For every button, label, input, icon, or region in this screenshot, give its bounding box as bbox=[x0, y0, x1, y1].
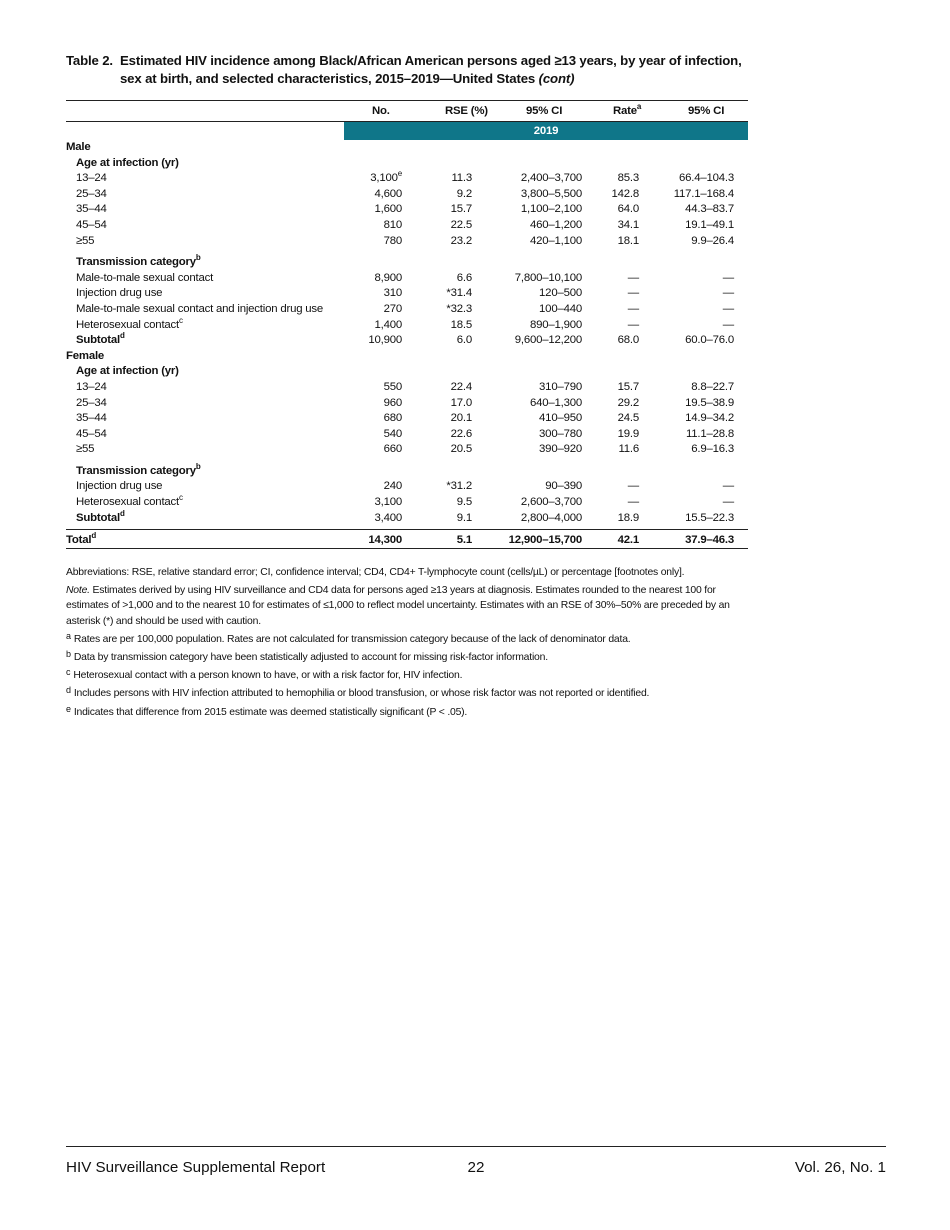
male-transmission-row-no: 310 bbox=[383, 287, 402, 300]
female-subtotal-row-no: 3,400 bbox=[374, 511, 402, 524]
male-age-heading-label: Age at infection (yr) bbox=[76, 156, 179, 169]
male-age-row-rse: 9.2 bbox=[456, 187, 472, 200]
volume-number: Vol. 26, No. 1 bbox=[794, 1159, 886, 1176]
male-age-row bbox=[66, 234, 748, 250]
female-age-heading-label: Age at infection (yr) bbox=[76, 365, 179, 378]
male-age-heading bbox=[66, 156, 748, 172]
male-age-row bbox=[66, 171, 748, 187]
male-age-row-rse: 22.5 bbox=[450, 218, 472, 231]
male-transmission-row bbox=[66, 286, 748, 302]
female-transmission-row-rate: — bbox=[627, 480, 639, 493]
table-body bbox=[66, 140, 748, 526]
male-age-row-ci: 420–1,100 bbox=[529, 234, 582, 247]
male-age-row-no: 3,100e bbox=[370, 169, 402, 185]
male-age-row-rate: 85.3 bbox=[617, 172, 639, 185]
footnote-list bbox=[66, 632, 746, 720]
male-transmission-row-no: 8,900 bbox=[374, 271, 402, 284]
female-transmission-row-rate-ci: — bbox=[722, 480, 734, 493]
female-age-row-no: 660 bbox=[383, 443, 402, 456]
female-age-row-rate: 24.5 bbox=[617, 412, 639, 425]
male-age-row-ci: 2,400–3,700 bbox=[520, 172, 582, 185]
male-transmission-row-label: Heterosexual contact$^c$ bbox=[76, 315, 183, 331]
female-age-row-rate-ci: 8.8–22.7 bbox=[691, 380, 734, 393]
female-age-row-rse: 20.5 bbox=[450, 443, 472, 456]
male-age-row-rate-ci: 117.1–168.4 bbox=[673, 187, 734, 200]
table-number: Table 2. bbox=[66, 53, 113, 68]
male-subtotal-row-rate: 68.0 bbox=[617, 334, 639, 347]
total-no: 14,300 bbox=[368, 534, 402, 547]
male-subtotal-row-no: 10,900 bbox=[368, 334, 402, 347]
footnote-c: c Heterosexual contact with a person known to have, or with a risk factor for, HIV infection. bbox=[66, 667, 463, 682]
female-age-row-label: ≥55 bbox=[76, 443, 95, 456]
table-bottom-rule bbox=[66, 548, 748, 549]
male-transmission-heading-label: Transmission category$^b$ bbox=[76, 253, 201, 269]
male-section-heading bbox=[66, 140, 748, 156]
female-age-row-rate: 29.2 bbox=[617, 396, 639, 409]
table-title-line2: sex at birth, and selected characteristics, 2015–2019—United States bbox=[120, 71, 536, 86]
total-ci: 12,900–15,700 bbox=[508, 534, 582, 547]
male-age-row-no: 4,600 bbox=[374, 187, 402, 200]
male-subtotal-row-label: Subtotal$^d$ bbox=[76, 331, 125, 347]
male-transmission-row-ci: 100–440 bbox=[539, 302, 582, 315]
data-table bbox=[66, 100, 748, 549]
table-title-cont: (cont) bbox=[538, 71, 575, 86]
female-age-row bbox=[66, 427, 748, 443]
footer-rule bbox=[66, 1146, 886, 1147]
male-transmission-heading bbox=[66, 255, 748, 271]
header-rate: Rate$^a$ bbox=[613, 102, 642, 117]
female-subtotal-row-rse: 9.1 bbox=[456, 511, 472, 524]
male-subtotal-row-rate-ci: 60.0–76.0 bbox=[685, 334, 734, 347]
male-age-row-rate-ci: 66.4–104.3 bbox=[678, 172, 734, 185]
female-subtotal-row-ci: 2,800–4,000 bbox=[520, 511, 582, 524]
female-age-row-label: 45–54 bbox=[76, 427, 107, 440]
male-transmission-row-label: Male-to-male sexual contact bbox=[76, 271, 214, 284]
table-title-line1: Estimated HIV incidence among Black/African American persons aged ≥13 years, by year of infection, bbox=[120, 53, 742, 68]
female-transmission-heading bbox=[66, 464, 748, 480]
female-age-row-label: 35–44 bbox=[76, 412, 107, 425]
female-transmission-row bbox=[66, 495, 748, 511]
male-age-row-rse: 15.7 bbox=[450, 203, 472, 216]
female-transmission-row bbox=[66, 479, 748, 495]
female-age-row-ci: 390–920 bbox=[539, 443, 582, 456]
footnote-d: d Includes persons with HIV infection attributed to hemophilia or blood transfusion, or whose risk factor was not reported or identified. bbox=[66, 685, 650, 700]
female-age-row-rate: 19.9 bbox=[617, 427, 639, 440]
male-age-row bbox=[66, 187, 748, 203]
male-age-row-rate-ci: 19.1–49.1 bbox=[685, 218, 734, 231]
male-transmission-row bbox=[66, 302, 748, 318]
female-age-row-rate-ci: 6.9–16.3 bbox=[691, 443, 734, 456]
male-age-row bbox=[66, 202, 748, 218]
table-header-row bbox=[66, 101, 748, 121]
female-subtotal-row-rate: 18.9 bbox=[617, 511, 639, 524]
male-age-row-rate-ci: 9.9–26.4 bbox=[691, 234, 734, 247]
year-banner: 2019 bbox=[344, 122, 748, 140]
male-age-row-rate: 142.8 bbox=[611, 187, 639, 200]
male-age-row-label: ≥55 bbox=[76, 234, 95, 247]
table-notes bbox=[66, 565, 746, 723]
male-transmission-row-rate-ci: — bbox=[722, 271, 734, 284]
female-age-row-ci: 310–790 bbox=[539, 380, 582, 393]
female-transmission-row-ci: 90–390 bbox=[545, 480, 582, 493]
male-transmission-row-rate-ci: — bbox=[722, 318, 734, 331]
male-transmission-row-rse: 18.5 bbox=[450, 318, 472, 331]
male-transmission-row-rse: *32.3 bbox=[446, 302, 472, 315]
male-transmission-row-rate: — bbox=[627, 318, 639, 331]
male-age-row-label: 35–44 bbox=[76, 203, 107, 216]
female-age-row bbox=[66, 442, 748, 458]
male-transmission-row-no: 270 bbox=[383, 302, 402, 315]
header-no: No. bbox=[372, 105, 390, 117]
female-age-heading bbox=[66, 364, 748, 380]
female-age-row-rate-ci: 19.5–38.9 bbox=[685, 396, 734, 409]
female-age-row-label: 25–34 bbox=[76, 396, 107, 409]
male-age-row-label: 45–54 bbox=[76, 218, 107, 231]
report-name: HIV Surveillance Supplemental Report bbox=[66, 1159, 326, 1176]
note-paragraph: Note. Estimates derived by using HIV surveillance and CD4 data for persons aged ≥13 years at diagnosis. Estimates rounded to the nearest 100 for estimates of >1,000 and to the nearest 10 for estimates of ≤1,000 to reflect model uncertainty. Estimates with an RSE of 30%–50% are preceded by an asterisk (*) and should be used with caution. bbox=[66, 585, 730, 627]
male-transmission-row-label: Injection drug use bbox=[76, 287, 163, 300]
female-age-row-rse: 20.1 bbox=[450, 412, 472, 425]
page-footer bbox=[66, 1159, 886, 1179]
footnote-b: b Data by transmission category have been statistically adjusted to account for missing risk-factor information. bbox=[66, 649, 548, 664]
male-age-row-ci: 460–1,200 bbox=[529, 218, 582, 231]
male-age-row-label: 13–24 bbox=[76, 172, 107, 185]
table-title bbox=[66, 52, 766, 88]
male-transmission-row-rate: — bbox=[627, 287, 639, 300]
header-ci: 95% CI bbox=[526, 105, 563, 117]
male-transmission-row-rate-ci: — bbox=[722, 302, 734, 315]
female-age-row-rse: 17.0 bbox=[450, 396, 472, 409]
total-label: Total$^d$ bbox=[66, 531, 97, 547]
female-transmission-row-no: 240 bbox=[383, 480, 402, 493]
female-transmission-row-rse: 9.5 bbox=[456, 496, 472, 509]
female-transmission-row-rate-ci: — bbox=[722, 496, 734, 509]
female-age-row-no: 540 bbox=[383, 427, 402, 440]
female-section-heading bbox=[66, 349, 748, 365]
footnote-e: e Indicates that difference from 2015 estimate was deemed statistically significant (P < .05). bbox=[66, 703, 468, 718]
total-row bbox=[66, 530, 748, 548]
female-age-row-ci: 640–1,300 bbox=[529, 396, 582, 409]
female-age-row-ci: 410–950 bbox=[539, 412, 582, 425]
male-age-row-label: 25–34 bbox=[76, 187, 107, 200]
female-age-row-ci: 300–780 bbox=[539, 427, 582, 440]
female-age-row bbox=[66, 380, 748, 396]
header-rse: RSE (%) bbox=[445, 105, 488, 117]
male-transmission-row-ci: 120–500 bbox=[539, 287, 582, 300]
male-age-row-ci: 3,800–5,500 bbox=[520, 187, 582, 200]
male-age-row-no: 780 bbox=[383, 234, 402, 247]
page-number: 22 bbox=[467, 1159, 485, 1176]
female-age-row-rate: 11.6 bbox=[618, 443, 639, 456]
male-age-row-rse: 11.3 bbox=[451, 172, 472, 185]
male-subtotal-row-ci: 9,600–12,200 bbox=[514, 334, 582, 347]
female-subtotal-row-rate-ci: 15.5–22.3 bbox=[685, 511, 734, 524]
male-age-row-no: 1,600 bbox=[374, 203, 402, 216]
male-age-row-rate: 18.1 bbox=[617, 234, 639, 247]
female-transmission-row-no: 3,100 bbox=[374, 496, 402, 509]
female-age-row bbox=[66, 396, 748, 412]
male-transmission-row-label: Male-to-male sexual contact and injection drug use bbox=[76, 302, 324, 315]
female-transmission-row-ci: 2,600–3,700 bbox=[520, 496, 582, 509]
male-age-row bbox=[66, 218, 748, 234]
abbreviations: Abbreviations: RSE, relative standard error; CI, confidence interval; CD4, CD4+ T-lymphocyte count (cells/µL) or percentage [footnotes only]. bbox=[66, 567, 685, 578]
female-age-row-rse: 22.4 bbox=[450, 380, 472, 393]
male-transmission-row bbox=[66, 271, 748, 287]
female-transmission-heading-label: Transmission category$^b$ bbox=[76, 462, 201, 477]
male-transmission-row-rate: — bbox=[627, 302, 639, 315]
male-age-row-ci: 1,100–2,100 bbox=[520, 203, 582, 216]
total-rate-ci: 37.9–46.3 bbox=[685, 534, 734, 547]
male-transmission-row-rse: 6.6 bbox=[456, 271, 472, 284]
female-age-row-rate-ci: 14.9–34.2 bbox=[685, 412, 734, 425]
female-transmission-row-rate: — bbox=[627, 496, 639, 509]
male-section-heading-label: Male bbox=[66, 141, 91, 153]
female-age-row-no: 680 bbox=[383, 412, 402, 425]
female-age-row-label: 13–24 bbox=[76, 380, 107, 393]
female-subtotal-row-label: Subtotal$^d$ bbox=[76, 508, 125, 524]
male-age-row-rate: 34.1 bbox=[617, 218, 639, 231]
footnote-a: a Rates are per 100,000 population. Rates are not calculated for transmission category because of the lack of denominator data. bbox=[66, 630, 631, 645]
female-transmission-row-label: Heterosexual contact$^c$ bbox=[76, 493, 183, 509]
header-rate-ci: 95% CI bbox=[688, 105, 725, 117]
female-subtotal-row bbox=[66, 508, 748, 527]
male-age-row-rse: 23.2 bbox=[450, 234, 472, 247]
female-age-row bbox=[66, 411, 748, 427]
total-rse: 5.1 bbox=[456, 534, 472, 547]
female-age-row-no: 960 bbox=[383, 396, 402, 409]
male-transmission-row-no: 1,400 bbox=[374, 318, 402, 331]
total-rate: 42.1 bbox=[617, 534, 639, 547]
male-transmission-row-rate: — bbox=[627, 271, 639, 284]
female-transmission-row-label: Injection drug use bbox=[76, 480, 163, 493]
male-subtotal-row bbox=[66, 333, 748, 349]
male-age-row-no: 810 bbox=[383, 218, 402, 231]
female-transmission-row-rse: *31.2 bbox=[446, 480, 472, 493]
male-age-row-rate: 64.0 bbox=[617, 203, 639, 216]
male-transmission-row-ci: 890–1,900 bbox=[529, 318, 582, 331]
male-transmission-row-ci: 7,800–10,100 bbox=[514, 271, 582, 284]
female-age-row-rate: 15.7 bbox=[617, 380, 639, 393]
male-transmission-row bbox=[66, 315, 748, 334]
male-transmission-row-rate-ci: — bbox=[722, 287, 734, 300]
female-age-row-rate-ci: 11.1–28.8 bbox=[685, 427, 734, 440]
female-section-heading-label: Female bbox=[66, 349, 105, 362]
female-age-row-no: 550 bbox=[383, 380, 402, 393]
male-subtotal-row-rse: 6.0 bbox=[456, 334, 472, 347]
female-age-row-rse: 22.6 bbox=[450, 427, 472, 440]
male-transmission-row-rse: *31.4 bbox=[446, 287, 472, 300]
male-age-row-rate-ci: 44.3–83.7 bbox=[685, 203, 734, 216]
